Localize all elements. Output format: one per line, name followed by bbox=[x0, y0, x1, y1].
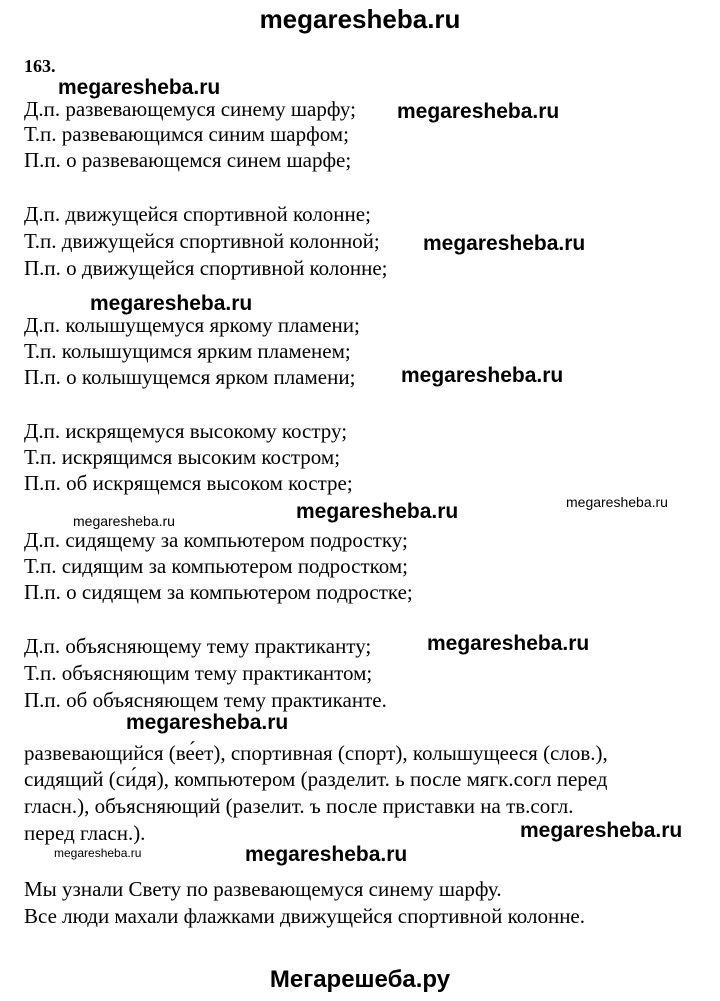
watermark: megaresheba.ru bbox=[296, 500, 459, 523]
text-line: Д.п. движущейся спортивной колонне; bbox=[24, 202, 371, 226]
analysis-line: развевающийся (ве́ет), спортивная (спорт), колышущееся (слов.), bbox=[24, 741, 608, 765]
task-number: 163. bbox=[24, 56, 56, 76]
text-line: Т.п. объясняющим тему практикантом; bbox=[24, 661, 373, 685]
watermark: megaresheba.ru bbox=[245, 843, 408, 866]
watermark: megaresheba.ru bbox=[566, 494, 668, 510]
site-header: megaresheba.ru bbox=[259, 4, 461, 34]
watermark: megaresheba.ru bbox=[401, 364, 564, 387]
watermark: megaresheba.ru bbox=[73, 513, 175, 529]
analysis-line: гласн.), объясняющий (разелит. ъ после приставки на тв.согл. bbox=[24, 794, 574, 818]
text-line: Д.п. развевающемуся синему шарфу; bbox=[24, 97, 356, 121]
text-line: П.п. об искрящемся высоком костре; bbox=[24, 471, 353, 495]
site-footer: Мегарешеба.ру bbox=[269, 966, 451, 993]
watermark: megaresheba.ru bbox=[90, 292, 253, 315]
text-line: П.п. о развевающемся синем шарфе; bbox=[24, 148, 352, 172]
text-line: Т.п. искрящимся высоким костром; bbox=[24, 445, 341, 469]
text-line: Д.п. искрящемуся высокому костру; bbox=[24, 419, 348, 443]
text-line: П.п. об объясняющем тему практиканте. bbox=[24, 688, 387, 712]
watermark: megaresheba.ru bbox=[54, 846, 142, 860]
text-line: Д.п. колышущемуся яркому пламени; bbox=[24, 313, 360, 337]
text-line: Д.п. объясняющему тему практиканту; bbox=[24, 634, 372, 658]
text-line: Д.п. сидящему за компьютером подростку; bbox=[24, 528, 408, 552]
watermark: megaresheba.ru bbox=[397, 100, 560, 123]
analysis-line: сидящий (си́дя), компьютером (разделит. ь после мягк.согл перед bbox=[24, 767, 608, 791]
watermark: megaresheba.ru bbox=[58, 76, 221, 99]
text-line: Т.п. сидящим за компьютером подростком; bbox=[24, 554, 409, 578]
watermark: megaresheba.ru bbox=[427, 632, 590, 655]
text-line: Т.п. движущейся спортивной колонной; bbox=[24, 229, 380, 253]
watermark: megaresheba.ru bbox=[520, 819, 683, 842]
text-line: П.п. о колышущемся ярком пламени; bbox=[24, 365, 356, 389]
sentence-line: Мы узнали Свету по развевающемуся синему шарфу. bbox=[24, 877, 502, 901]
watermark: megaresheba.ru bbox=[423, 232, 586, 255]
text-line: П.п. о сидящем за компьютером подростке; bbox=[24, 580, 413, 604]
watermark: megaresheba.ru bbox=[126, 711, 289, 734]
text-line: Т.п. развевающимся синим шарфом; bbox=[24, 122, 349, 146]
text-line: Т.п. колышущимся ярким пламенем; bbox=[24, 339, 351, 363]
analysis-line: перед гласн.). bbox=[24, 821, 146, 845]
text-line: П.п. о движущейся спортивной колонне; bbox=[24, 256, 388, 280]
sentence-line: Все люди махали флажками движущейся спортивной колонне. bbox=[24, 904, 586, 928]
